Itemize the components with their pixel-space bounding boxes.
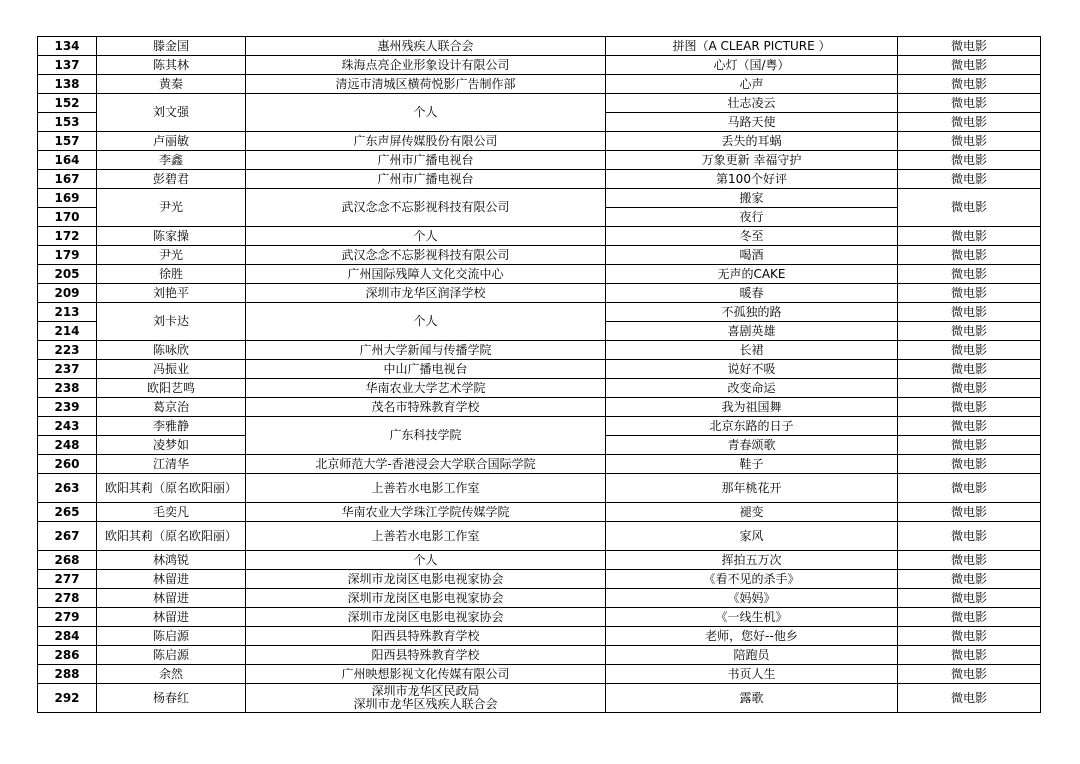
organization: 阳西县特殊教育学校 bbox=[246, 627, 606, 646]
work-title: 改变命运 bbox=[606, 379, 898, 398]
author-name: 尹光 bbox=[97, 246, 246, 265]
work-title: 露歌 bbox=[606, 684, 898, 713]
work-title: 青春颂歌 bbox=[606, 436, 898, 455]
work-type: 微电影 bbox=[898, 503, 1041, 522]
work-title: 《一线生机》 bbox=[606, 608, 898, 627]
work-title: 喜剧英雄 bbox=[606, 322, 898, 341]
work-title: 冬至 bbox=[606, 227, 898, 246]
table-row bbox=[38, 75, 1041, 94]
work-title: 老师，您好--他乡 bbox=[606, 627, 898, 646]
work-type: 微电影 bbox=[898, 246, 1041, 265]
table-row bbox=[38, 132, 1041, 151]
author-name: 黄秦 bbox=[97, 75, 246, 94]
author-name: 林鸿锐 bbox=[97, 551, 246, 570]
author-name: 彭碧君 bbox=[97, 170, 246, 189]
work-type: 微电影 bbox=[898, 360, 1041, 379]
entry-number: 164 bbox=[38, 151, 97, 170]
author-name: 凌梦如 bbox=[97, 436, 246, 455]
organization: 个人 bbox=[246, 94, 606, 132]
entry-number: 152 bbox=[38, 94, 97, 113]
author-name: 林留进 bbox=[97, 570, 246, 589]
work-title: 夜行 bbox=[606, 208, 898, 227]
entry-number: 288 bbox=[38, 665, 97, 684]
work-type: 微电影 bbox=[898, 627, 1041, 646]
entry-number: 170 bbox=[38, 208, 97, 227]
table-row bbox=[38, 246, 1041, 265]
work-title: 搬家 bbox=[606, 189, 898, 208]
organization: 个人 bbox=[246, 227, 606, 246]
organization: 珠海点亮企业形象设计有限公司 bbox=[246, 56, 606, 75]
work-type: 微电影 bbox=[898, 522, 1041, 551]
author-name: 欧阳其莉（原名欧阳丽） bbox=[97, 522, 246, 551]
entry-number: 213 bbox=[38, 303, 97, 322]
author-name: 刘艳平 bbox=[97, 284, 246, 303]
work-title: 心声 bbox=[606, 75, 898, 94]
entry-number: 279 bbox=[38, 608, 97, 627]
table-row bbox=[38, 503, 1041, 522]
work-title: 陪跑员 bbox=[606, 646, 898, 665]
author-name: 陈家操 bbox=[97, 227, 246, 246]
organization-group bbox=[246, 684, 606, 713]
table-row bbox=[38, 151, 1041, 170]
work-title: 万象更新 幸福守护 bbox=[606, 151, 898, 170]
entry-number: 277 bbox=[38, 570, 97, 589]
work-type: 微电影 bbox=[898, 56, 1041, 75]
work-type: 微电影 bbox=[898, 398, 1041, 417]
table-row bbox=[38, 341, 1041, 360]
table-row bbox=[38, 684, 1041, 713]
work-title: 家风 bbox=[606, 522, 898, 551]
author-name: 余然 bbox=[97, 665, 246, 684]
entry-number: 179 bbox=[38, 246, 97, 265]
author-name: 陈启源 bbox=[97, 627, 246, 646]
organization: 广州市广播电视台 bbox=[246, 151, 606, 170]
organization: 广东科技学院 bbox=[246, 417, 606, 455]
entry-number: 209 bbox=[38, 284, 97, 303]
organization: 深圳市龙岗区电影电视家协会 bbox=[246, 570, 606, 589]
organization: 惠州残疾人联合会 bbox=[246, 37, 606, 56]
entry-number: 292 bbox=[38, 684, 97, 713]
table-row bbox=[38, 551, 1041, 570]
entry-number: 172 bbox=[38, 227, 97, 246]
organization: 深圳市龙华区润泽学校 bbox=[246, 284, 606, 303]
work-title: 我为祖国舞 bbox=[606, 398, 898, 417]
organization: 深圳市龙华区民政局 bbox=[371, 684, 480, 698]
entry-number: 167 bbox=[38, 170, 97, 189]
work-type: 微电影 bbox=[898, 132, 1041, 151]
work-type: 微电影 bbox=[898, 75, 1041, 94]
entry-number: 239 bbox=[38, 398, 97, 417]
table-row bbox=[38, 227, 1041, 246]
author-name: 刘卡达 bbox=[97, 303, 246, 341]
entry-number: 278 bbox=[38, 589, 97, 608]
table-row bbox=[38, 360, 1041, 379]
organization: 深圳市龙岗区电影电视家协会 bbox=[246, 608, 606, 627]
organization: 华南农业大学艺术学院 bbox=[246, 379, 606, 398]
work-type: 微电影 bbox=[898, 189, 1041, 227]
entry-number: 237 bbox=[38, 360, 97, 379]
author-name: 江清华 bbox=[97, 455, 246, 474]
organization: 广州国际残障人文化交流中心 bbox=[246, 265, 606, 284]
organization: 广东声屏传媒股份有限公司 bbox=[246, 132, 606, 151]
author-name: 葛京治 bbox=[97, 398, 246, 417]
organization: 广州映想影视文化传媒有限公司 bbox=[246, 665, 606, 684]
table-row bbox=[38, 284, 1041, 303]
work-title: 《妈妈》 bbox=[606, 589, 898, 608]
table-row bbox=[38, 646, 1041, 665]
work-type: 微电影 bbox=[898, 551, 1041, 570]
work-type: 微电影 bbox=[898, 322, 1041, 341]
work-type: 微电影 bbox=[898, 37, 1041, 56]
table-row bbox=[38, 627, 1041, 646]
organization: 上善若水电影工作室 bbox=[246, 474, 606, 503]
entry-number: 157 bbox=[38, 132, 97, 151]
works-table bbox=[37, 36, 1041, 713]
entry-number: 268 bbox=[38, 551, 97, 570]
author-name: 陈启源 bbox=[97, 646, 246, 665]
author-name: 杨春红 bbox=[97, 684, 246, 713]
organization: 清远市清城区横荷悦影广告制作部 bbox=[246, 75, 606, 94]
table-row bbox=[38, 608, 1041, 627]
organization: 茂名市特殊教育学校 bbox=[246, 398, 606, 417]
organization: 个人 bbox=[246, 303, 606, 341]
table-row bbox=[38, 570, 1041, 589]
table-row bbox=[38, 170, 1041, 189]
table-row bbox=[38, 37, 1041, 56]
organization: 上善若水电影工作室 bbox=[246, 522, 606, 551]
work-title: 心灯（国/粤） bbox=[606, 56, 898, 75]
table-row bbox=[38, 665, 1041, 684]
author-name: 林留进 bbox=[97, 589, 246, 608]
work-type: 微电影 bbox=[898, 284, 1041, 303]
organization: 武汉念念不忘影视科技有限公司 bbox=[246, 246, 606, 265]
work-title: 挥拍五万次 bbox=[606, 551, 898, 570]
work-type: 微电影 bbox=[898, 113, 1041, 132]
work-title: 说好不吸 bbox=[606, 360, 898, 379]
entry-number: 138 bbox=[38, 75, 97, 94]
organization: 个人 bbox=[246, 551, 606, 570]
entry-number: 223 bbox=[38, 341, 97, 360]
table-row bbox=[38, 303, 1041, 322]
entry-number: 265 bbox=[38, 503, 97, 522]
work-title: 第100个好评 bbox=[606, 170, 898, 189]
work-type: 微电影 bbox=[898, 436, 1041, 455]
author-name: 卢丽敏 bbox=[97, 132, 246, 151]
organization: 中山广播电视台 bbox=[246, 360, 606, 379]
organization: 广州市广播电视台 bbox=[246, 170, 606, 189]
work-type: 微电影 bbox=[898, 608, 1041, 627]
work-type: 微电影 bbox=[898, 379, 1041, 398]
work-title: 那年桃花开 bbox=[606, 474, 898, 503]
author-name: 徐胜 bbox=[97, 265, 246, 284]
work-type: 微电影 bbox=[898, 417, 1041, 436]
entry-number: 286 bbox=[38, 646, 97, 665]
author-name: 欧阳艺鸣 bbox=[97, 379, 246, 398]
entry-number: 263 bbox=[38, 474, 97, 503]
work-title: 丢失的耳蜗 bbox=[606, 132, 898, 151]
author-name: 李雅静 bbox=[97, 417, 246, 436]
author-name: 毛奕凡 bbox=[97, 503, 246, 522]
organization-secondary: 深圳市龙华区残疾人联合会 bbox=[353, 697, 498, 711]
work-type: 微电影 bbox=[898, 646, 1041, 665]
entry-number: 284 bbox=[38, 627, 97, 646]
work-title: 鞋子 bbox=[606, 455, 898, 474]
entry-number: 169 bbox=[38, 189, 97, 208]
entry-number: 260 bbox=[38, 455, 97, 474]
table-row bbox=[38, 589, 1041, 608]
work-title: 无声的CAKE bbox=[606, 265, 898, 284]
table-row bbox=[38, 56, 1041, 75]
table-row bbox=[38, 474, 1041, 503]
entry-number: 214 bbox=[38, 322, 97, 341]
organization: 北京师范大学-香港浸会大学联合国际学院 bbox=[246, 455, 606, 474]
work-type: 微电影 bbox=[898, 94, 1041, 113]
entry-number: 137 bbox=[38, 56, 97, 75]
author-name: 尹光 bbox=[97, 189, 246, 227]
entry-number: 134 bbox=[38, 37, 97, 56]
entry-number: 267 bbox=[38, 522, 97, 551]
work-type: 微电影 bbox=[898, 227, 1041, 246]
author-name: 林留进 bbox=[97, 608, 246, 627]
work-type: 微电影 bbox=[898, 455, 1041, 474]
work-title: 北京东路的日子 bbox=[606, 417, 898, 436]
work-type: 微电影 bbox=[898, 265, 1041, 284]
work-title: 马路天使 bbox=[606, 113, 898, 132]
work-title: 褪变 bbox=[606, 503, 898, 522]
entry-number: 153 bbox=[38, 113, 97, 132]
entry-number: 243 bbox=[38, 417, 97, 436]
work-title: 长裙 bbox=[606, 341, 898, 360]
work-title: 喝酒 bbox=[606, 246, 898, 265]
organization: 阳西县特殊教育学校 bbox=[246, 646, 606, 665]
table-row bbox=[38, 455, 1041, 474]
table-row bbox=[38, 379, 1041, 398]
work-title: 暖春 bbox=[606, 284, 898, 303]
work-type: 微电影 bbox=[898, 341, 1041, 360]
author-name: 欧阳其莉（原名欧阳丽） bbox=[97, 474, 246, 503]
author-name: 陈其林 bbox=[97, 56, 246, 75]
entry-number: 205 bbox=[38, 265, 97, 284]
work-title: 拼图（A CLEAR PICTURE ） bbox=[606, 37, 898, 56]
table-row bbox=[38, 398, 1041, 417]
work-type: 微电影 bbox=[898, 570, 1041, 589]
entry-number: 248 bbox=[38, 436, 97, 455]
work-type: 微电影 bbox=[898, 151, 1041, 170]
table-row bbox=[38, 522, 1041, 551]
table-row bbox=[38, 417, 1041, 436]
entry-number: 238 bbox=[38, 379, 97, 398]
organization: 武汉念念不忘影视科技有限公司 bbox=[246, 189, 606, 227]
author-name: 李鑫 bbox=[97, 151, 246, 170]
table-row bbox=[38, 265, 1041, 284]
work-type: 微电影 bbox=[898, 589, 1041, 608]
work-title: 书页人生 bbox=[606, 665, 898, 684]
work-type: 微电影 bbox=[898, 665, 1041, 684]
organization: 深圳市龙岗区电影电视家协会 bbox=[246, 589, 606, 608]
organization: 广州大学新闻与传播学院 bbox=[246, 341, 606, 360]
work-type: 微电影 bbox=[898, 474, 1041, 503]
table-row bbox=[38, 189, 1041, 208]
work-title: 《看不见的杀手》 bbox=[606, 570, 898, 589]
work-type: 微电影 bbox=[898, 684, 1041, 713]
author-name: 滕金国 bbox=[97, 37, 246, 56]
organization: 华南农业大学珠江学院传媒学院 bbox=[246, 503, 606, 522]
work-title: 不孤独的路 bbox=[606, 303, 898, 322]
author-name: 刘文强 bbox=[97, 94, 246, 132]
author-name: 冯振业 bbox=[97, 360, 246, 379]
work-title: 壮志凌云 bbox=[606, 94, 898, 113]
table-row bbox=[38, 94, 1041, 113]
author-name: 陈咏欣 bbox=[97, 341, 246, 360]
work-type: 微电影 bbox=[898, 303, 1041, 322]
work-type: 微电影 bbox=[898, 170, 1041, 189]
